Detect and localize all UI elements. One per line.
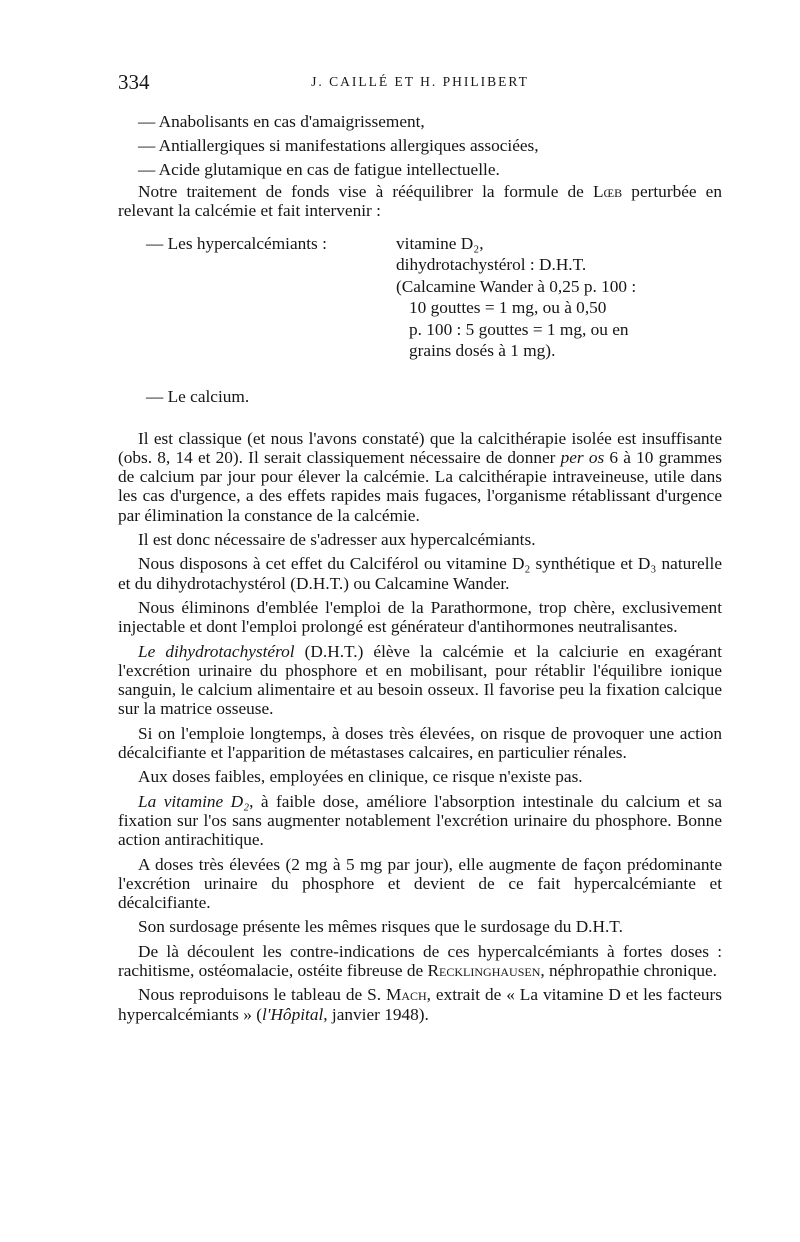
- paragraph: Nous éliminons d'emblée l'emploi de la Parathormone, trop chère, exclusivement injectable et dont l'emploi prolongé est générateur d'antihormones neutralisantes.: [118, 597, 722, 637]
- hypercalcemiants-label: — Les hypercalcémiants :: [146, 233, 327, 253]
- intro-text: Notre traitement de fonds vise à rééquilibrer la formule de: [138, 182, 593, 201]
- paragraph: [118, 985, 722, 1024]
- calcium-label: — Le calcium.: [146, 386, 250, 406]
- paragraph: [118, 642, 722, 719]
- paragraph: [118, 792, 722, 850]
- intro-paragraph: [118, 182, 722, 221]
- text-run: 6 à 10 grammes de calcium par jour pour élever la calcémie. La calcithérapie intraveineuse, utile dans les cas d'urgence, a des effets rapides mais fugaces, l'organisme rétablissant d'urgence par élimination la constance de la calcémie.: [118, 447, 722, 525]
- hypercalcemiants-list: [118, 233, 722, 377]
- hypercalcemiants-items: [396, 233, 722, 362]
- text-run: , à faible dose, améliore l'absorption intestinale du calcium et sa fixation sur l'os sans augmenter notablement l'excrétion urinaire du phosphore. Bonne action antirachitique.: [118, 791, 723, 850]
- bullet-item: — Acide glutamique en cas de fatigue intellectuelle.: [138, 160, 500, 179]
- bullet-item: — Anabolisants en cas d'amaigrissement,: [138, 112, 425, 131]
- hyper-item: p. 100 : 5 gouttes = 1 mg, ou en: [409, 319, 629, 339]
- paragraph: [118, 429, 722, 525]
- text-run: Il est classique (et nous l'avons constaté) que la calcithérapie isolée est insuffisante (obs. 8, 14 et 20). Il serait classiquement nécessaire de donner: [118, 428, 722, 467]
- text-run: (D.H.T.) élève la calcémie et la calciurie en exagérant l'excrétion urinaire du phosphore et en mobilisant, pour rétablir l'équilibre ionique sanguin, le calcium alimentaire et au besoin osseux. Il favorise peu la fixation calcique sur la matrice osseuse.: [118, 641, 722, 719]
- hyper-item: dihydrotachystérol : D.H.T.: [396, 255, 587, 275]
- paragraph: [118, 942, 722, 981]
- text-run: , janvier 1948).: [323, 1004, 429, 1024]
- hyper-item: vitamine D₂,: [396, 233, 484, 253]
- paragraph: A doses très élevées (2 mg à 5 mg par jour), elle augmente de façon prédominante l'excrétion urinaire du phosphore et devient de ce fait hypercalcémiante et décalcifiante.: [118, 854, 722, 913]
- running-head: J. CAILLÉ ET H. PHILIBERT: [311, 74, 529, 89]
- italic-run: Le dihydrotachystérol: [138, 641, 295, 661]
- paragraph: Si on l'emploie longtemps, à doses très élevées, on risque de provoquer une action décalcifiante et l'apparition de métastases calcaires, en particulier rénales.: [118, 723, 722, 763]
- author-name: Recklinghausen: [427, 961, 541, 981]
- italic-run: per os: [560, 447, 605, 467]
- bullet-list: [118, 110, 722, 182]
- hyper-item: (Calcamine Wander à 0,25 p. 100 :: [396, 276, 637, 296]
- italic-run: La vitamine D₂: [138, 791, 250, 811]
- body-text: [118, 110, 722, 1029]
- author-name: Mach: [385, 985, 427, 1005]
- text-run: Nous reproduisons le tableau de S.: [138, 985, 386, 1005]
- paragraph: Aux doses faibles, employées en clinique, ce risque n'existe pas.: [138, 767, 583, 787]
- italic-run: l'Hôpital: [261, 1004, 324, 1024]
- text-run: , néphropathie chronique.: [540, 961, 717, 981]
- hyper-item: grains dosés à 1 mg).: [409, 341, 556, 361]
- hyper-item: 10 gouttes = 1 mg, ou à 0,50: [409, 298, 607, 318]
- text-run: De là découlent les contre-indications de ces hypercalcémiants à fortes doses : rachitisme, ostéomalacie, ostéite fibreuse de: [118, 941, 722, 981]
- intro-text-end: perturbée en relevant la calcémie et fait intervenir :: [118, 182, 722, 221]
- author-name: Lœb: [592, 182, 623, 201]
- page-header: [118, 70, 722, 98]
- paragraph: Nous disposons à cet effet du Calciférol ou vitamine D₂ synthétique et D₃ naturelle et du dihydrotachystérol (D.H.T.) ou Calcamine Wander.: [118, 554, 722, 593]
- paragraph: Son surdosage présente les mêmes risques que le surdosage du D.H.T.: [138, 917, 623, 937]
- paragraph: Il est donc nécessaire de s'adresser aux hypercalcémiants.: [138, 530, 536, 550]
- bullet-item: — Antiallergiques si manifestations allergiques associées,: [138, 136, 539, 155]
- page-number: 334: [118, 70, 150, 94]
- text-run: , extrait de « La vitamine D et les facteurs hypercalcémiants » (: [118, 985, 722, 1024]
